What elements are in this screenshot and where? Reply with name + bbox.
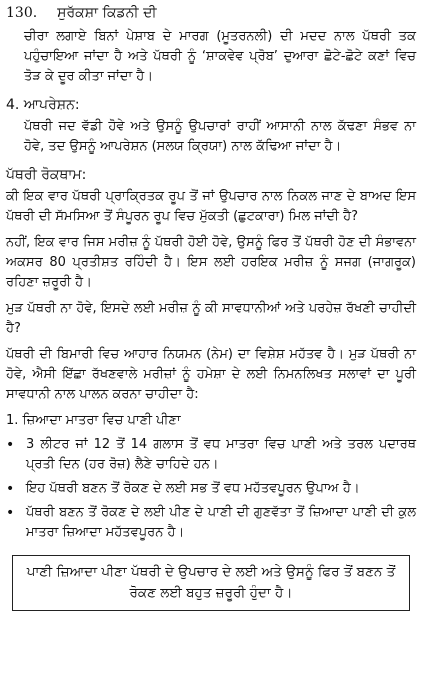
operation-paragraph: ਪੱਥਰੀ ਜਦ ਵੱਡੀ ਹੋਵੇ ਅਤੇ ਉਸਨੂੰ ਉਪਚਾਰਾਂ ਰਾਹੀਂ ਆਸਾਨੀ ਨਾਲ ਕੱਢਣਾ ਸੰਭਵ ਨਾ ਹੋਵੇ, ਤਦ ਉਸਨੂੰ ਆਪਰੇਸ਼ਨ (ਸਲਯ ਕ੍ਰਿਯਾ) ਨਾਲ ਕੱਢਿਆ ਜਾਂਦਾ ਹੈ। bbox=[24, 119, 416, 154]
list-item bbox=[6, 435, 416, 475]
prevention-heading: ਪੱਥਰੀ ਰੋਕਥਾਮ: bbox=[6, 167, 87, 183]
question-1: ਕੀ ਇਕ ਵਾਰ ਪੱਥਰੀ ਪ੍ਰਾਕ੍ਰਿਤਕ ਰੂਪ ਤੋਂ ਜਾਂ ਉਪਚਾਰ ਨਾਲ ਨਿਕਲ ਜਾਣ ਦੇ ਬਾਅਦ ਇਸ ਪੱਥਰੀ ਦੀ ਸੱਮਸਿਆ ਤੋਂ ਸੰਪੂਰਨ ਰੂਪ ਵਿਚ ਮੁੱਕਤੀ (ਛੁਟਕਾਰਾ) ਮਿਲ ਜਾਂਦੀ ਹੈ? bbox=[6, 189, 416, 224]
bullet-icon: • bbox=[6, 481, 15, 497]
page-header bbox=[6, 3, 416, 23]
running-title: ਸੁਰੱਕਸ਼ਾ ਕਿਡਨੀ ਦੀ bbox=[57, 5, 157, 21]
answer-2: ਪੱਥਰੀ ਦੀ ਬਿਮਾਰੀ ਵਿਚ ਆਹਾਰ ਨਿਯਮਨ (ਨੇਮ) ਦਾ ਵਿਸ਼ੇਸ਼ ਮਹੱਤਵ ਹੈ। ਮੁੜ ਪੱਥਰੀ ਨਾ ਹੋਵੇ, ਐਸੀ ਇੱਛਾ ਰੱਖਣਵਾਲੇ ਮਰੀਜ਼ਾਂ ਨੂੰ ਹਮੇਸ਼ਾ ਦੇ ਲਈ ਨਿਮਨਲਿਖਤ ਸਲਾਵਾਂ ਦਾ ਪੂਰੀ ਸਾਵਧਾਨੀ ਨਾਲ ਪਾਲਨ ਕਰਨਾ ਚਾਹੀਦਾ ਹੈ: bbox=[6, 347, 416, 402]
list-item-text: ਪੱਥਰੀ ਬਣਨ ਤੋਂ ਰੋਕਣ ਦੇ ਲਈ ਪੀਣ ਦੇ ਪਾਣੀ ਦੀ ਗੁਣਵੱਤਾ ਤੋਂ ਜ਼ਿਆਦਾ ਪਾਣੀ ਦੀ ਕੁਲ ਮਾਤਰਾ ਜ਼ਿਆਦਾ ਮਹੱਤਵਪੂਰਨ ਹੈ। bbox=[26, 505, 416, 540]
list-item bbox=[6, 479, 416, 499]
intro-paragraph: ਚੀਰਾ ਲਗਾਏ ਬਿਨਾਂ ਪੇਸ਼ਾਬ ਦੇ ਮਾਰਗ (ਮੂਤਰਨਲੀ) ਦੀ ਮਦਦ ਨਾਲ ਪੱਥਰੀ ਤਕ ਪਹੁੰਚਾਇਆ ਜਾਂਦਾ ਹੈ ਅਤੇ ਪੱਥਰੀ ਨੂੰ ‘ਸ਼ਾਕਵੇਵ ਪ੍ਰੋਬ’ ਦੁਆਰਾ ਛੋਟੇ-ਛੋਟੇ ਕਣਾਂ ਵਿਚ ਤੋੜ ਕੇ ਦੂਰ ਕੀਤਾ ਜਾਂਦਾ ਹੈ। bbox=[24, 29, 416, 84]
operation-heading: 4. ਆਪਰੇਸ਼ਨ: bbox=[6, 97, 80, 113]
answer-1: ਨਹੀਂ, ਇਕ ਵਾਰ ਜਿਸ ਮਰੀਜ਼ ਨੂੰ ਪੱਥਰੀ ਹੋਈ ਹੋਵੇ, ਉਸਨੂੰ ਫਿਰ ਤੋਂ ਪੱਥਰੀ ਹੋਣ ਦੀ ਸੰਭਾਵਨਾ ਅਕਸਰ 80 ਪ੍ਰਤੀਸ਼ਤ ਰਹਿੰਦੀ ਹੈ। ਇਸ ਲਈ ਹਰਇਕ ਮਰੀਜ਼ ਨੂੰ ਸਜਗ (ਜਾਗਰੂਕ) ਰਹਿਣਾ ਜ਼ਰੂਰੀ ਹੈ। bbox=[6, 235, 416, 290]
bullet-icon: • bbox=[6, 505, 15, 521]
point-1-heading: 1. ਜ਼ਿਆਦਾ ਮਾਤਰਾ ਵਿਚ ਪਾਣੀ ਪੀਣਾ bbox=[6, 413, 181, 428]
highlight-box: ਪਾਣੀ ਜ਼ਿਆਦਾ ਪੀਣਾ ਪੱਥਰੀ ਦੇ ਉਪਚਾਰ ਦੇ ਲਈ ਅਤੇ ਉਸਨੂੰ ਫਿਰ ਤੋਂ ਬਣਨ ਤੋਂ ਰੋਕਣ ਲਈ ਬਹੁਤ ਜ਼ਰੂਰੀ ਹੁੰਦਾ ਹੈ। bbox=[12, 555, 410, 611]
list-item-text: 3 ਲੀਟਰ ਜਾਂ 12 ਤੋਂ 14 ਗਲਾਸ ਤੋਂ ਵਧ ਮਾਤਰਾ ਵਿਚ ਪਾਣੀ ਅਤੇ ਤਰਲ ਪਦਾਰਥ ਪ੍ਰਤੀ ਦਿਨ (ਹਰ ਰੋਜ਼) ਲੈਣੇ ਚਾਹਿਦੇ ਹਨ। bbox=[26, 437, 416, 472]
page-number: 130. bbox=[6, 5, 38, 21]
list-item-text: ਇਹ ਪੱਥਰੀ ਬਣਨ ਤੋਂ ਰੋਕਣ ਦੇ ਲਈ ਸਭ ਤੋਂ ਵਧ ਮਹੱਤਵਪੂਰਨ ਉਪਾਅ ਹੈ। bbox=[26, 481, 360, 496]
question-2: ਮੁੜ ਪੱਥਰੀ ਨਾ ਹੋਵੇ, ਇਸਦੇ ਲਈ ਮਰੀਜ਼ ਨੂੰ ਕੀ ਸਾਵਧਾਨੀਆਂ ਅਤੇ ਪਰਹੇਜ਼ ਰੱਖਣੀ ਚਾਹੀਦੀ ਹੈ? bbox=[6, 301, 416, 336]
bullet-list bbox=[6, 435, 416, 543]
bullet-icon: • bbox=[6, 437, 15, 453]
list-item bbox=[6, 503, 416, 543]
